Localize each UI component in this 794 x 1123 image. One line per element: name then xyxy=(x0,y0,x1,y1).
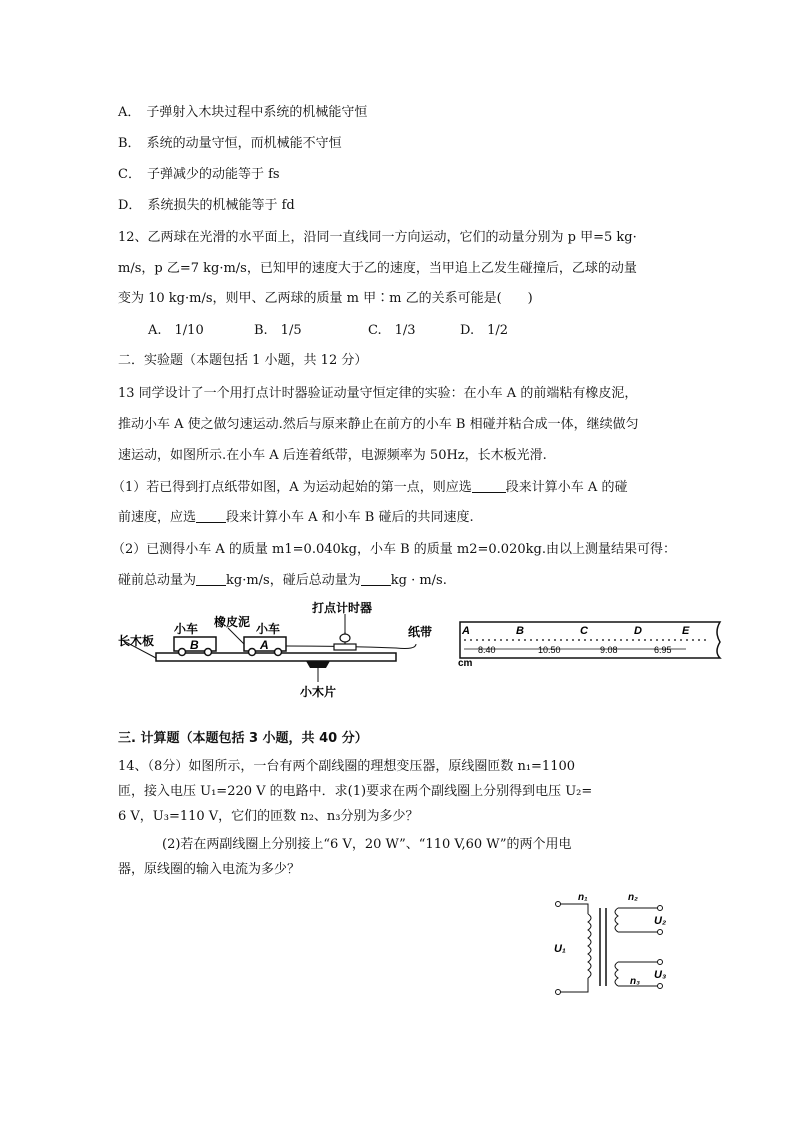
answer-blank[interactable] xyxy=(472,479,506,493)
small-block xyxy=(306,661,330,668)
answer-blank[interactable] xyxy=(196,509,226,523)
q13-line-2: 推动小车 A 使之做匀速运动.然后与原来静止在前方的小车 B 相碰并粘合成一体，继续做匀 xyxy=(118,417,639,432)
tape-segment-cd: 9.08 xyxy=(600,645,618,655)
primary-coil xyxy=(588,914,591,978)
tape-segment-bc: 10.50 xyxy=(538,645,561,655)
q12-option-d: D. 1/2 xyxy=(460,323,509,338)
section-3-title: 三. 计算题（本题包括 3 小题，共 40 分） xyxy=(118,731,368,746)
tape-point-d: D xyxy=(634,625,642,637)
answer-blank[interactable] xyxy=(196,572,226,586)
q12-options xyxy=(148,322,508,340)
q13-line-3: 速运动，如图所示.在小车 A 后连着纸带，电源频率为 50Hz，长木板光滑. xyxy=(118,448,547,463)
label-tape: 纸带 xyxy=(408,625,433,639)
q14-line-3: 6 V，U₃=110 V，它们的匝数 n₂、n₃分别为多少？ xyxy=(118,809,419,824)
apparatus-figure xyxy=(116,600,456,712)
q13-part-1-cont: 前速度，应选 段来计算小车 A 和小车 B 碰后的共同速度. xyxy=(118,510,474,525)
secondary-coil-2 xyxy=(615,908,618,932)
label-cart-a: 小车 xyxy=(256,622,281,636)
label-n3: n₃ xyxy=(630,976,640,987)
timer xyxy=(334,644,356,650)
label-timer: 打点计时器 xyxy=(312,601,373,615)
cart-b-letter: B xyxy=(190,638,199,652)
q14-line-2: 匝，接入电压 U₁=220 V 的电路中．求(1)要求在两个副线圈上分别得到电压 U₂= xyxy=(118,784,593,799)
q12-line-3: 变为 10 kg·m/s，则甲、乙两球的质量 m 甲∶m 乙的关系可能是( ) xyxy=(118,291,533,306)
q13-line-1: 13 同学设计了一个用打点计时器验证动量守恒定律的实验：在小车 A 的前端粘有橡皮泥， xyxy=(118,386,638,401)
q12-option-b: B. 1/5 xyxy=(254,323,302,338)
tape-point-c: C xyxy=(580,625,588,637)
label-clay: 橡皮泥 xyxy=(214,615,251,629)
q12-line-1: 12、乙两球在光滑的水平面上，沿同一直线同一方向运动，它们的动量分别为 p 甲=5 kg· xyxy=(118,230,637,245)
q13-part-1: （1）若已得到打点纸带如图，A 为运动起始的第一点，则应选 段来计算小车 A 的碰 xyxy=(112,480,628,495)
label-block: 小木片 xyxy=(300,685,337,699)
q14-line-4: (2)若在两副线圈上分别接上“6 V，20 W”、“110 V,60 W”的两个用电 xyxy=(162,837,572,852)
label-u2: U₂ xyxy=(654,915,667,927)
q12-line-2: m/s，p 乙=7 kg·m/s，已知甲的速度大于乙的速度，当甲追上乙发生碰撞后，乙球的动量 xyxy=(118,261,637,276)
cart-a-letter: A xyxy=(260,638,269,652)
tape-point-b: B xyxy=(516,625,524,637)
tape-segment-ab: 8.40 xyxy=(478,645,496,655)
q14-line-5: 器，原线圈的输入电流为多少？ xyxy=(118,862,301,877)
q11-option-a: A． 子弹射入木块过程中系统的机械能守恒 xyxy=(118,105,368,120)
label-cart-b: 小车 xyxy=(174,622,199,636)
tape-point-e: E xyxy=(682,625,690,637)
q11-option-c: C． 子弹减少的动能等于 fs xyxy=(118,167,280,182)
label-n1: n₁ xyxy=(578,892,588,903)
q13-part-2: （2）已测得小车 A 的质量 m1=0.040kg，小车 B 的质量 m2=0.020kg.由以上测量结果可得： xyxy=(112,542,676,557)
label-u3: U₃ xyxy=(654,969,667,981)
q14-line-1: 14、（8分）如图所示，一台有两个副线圈的理想变压器，原线圈匝数 n₁=1100 xyxy=(118,759,576,774)
q11-option-d: D． 系统损失的机械能等于 fd xyxy=(118,198,295,213)
tape-point-a: A xyxy=(462,625,470,637)
label-u1: U₁ xyxy=(554,943,566,955)
q13-part-2-cont: 碰前总动量为 kg·m/s，碰后总动量为 kg · m/s. xyxy=(118,573,447,588)
label-board: 长木板 xyxy=(118,634,155,648)
tape-figure xyxy=(458,620,728,666)
answer-blank[interactable] xyxy=(361,572,391,586)
q12-option-c: C. 1/3 xyxy=(368,323,416,338)
tape-unit: cm xyxy=(458,658,473,666)
secondary-coil-3 xyxy=(615,962,618,986)
q11-option-b: B． 系统的动量守恒，而机械能不守恒 xyxy=(118,136,342,151)
transformer-figure xyxy=(548,886,688,1000)
q12-option-a: A. 1/10 xyxy=(148,323,204,338)
section-2-title: 二．实验题（本题包括 1 小题，共 12 分） xyxy=(118,353,368,368)
label-n2: n₂ xyxy=(628,892,638,903)
tape-segment-de: 6.95 xyxy=(654,645,672,655)
